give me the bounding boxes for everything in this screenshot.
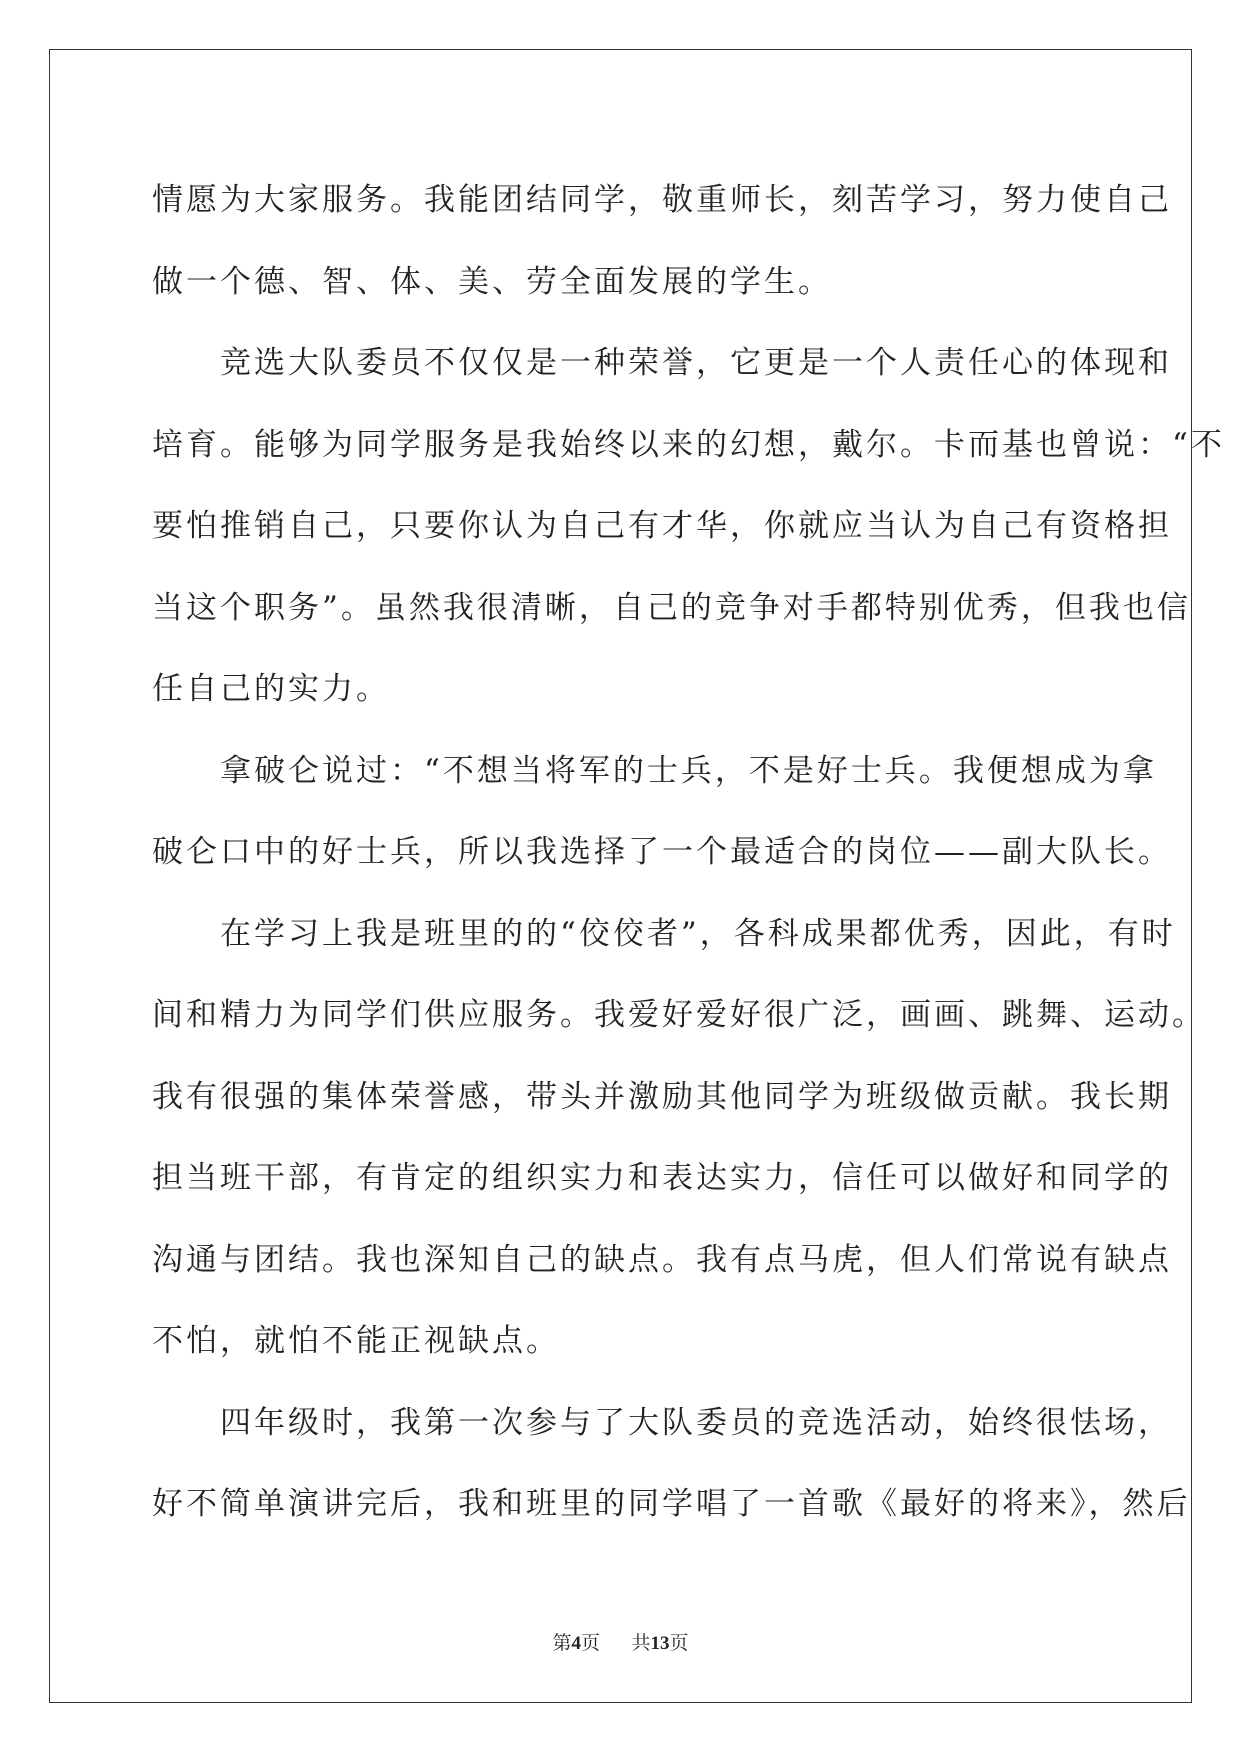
text-line: 竞选大队委员不仅仅是一种荣誉，它更是一个人责任心的体现和 xyxy=(152,345,1172,381)
text-line: 四年级时，我第一次参与了大队委员的竞选活动，始终很怯场， xyxy=(152,1404,1172,1441)
total-suffix: 页 xyxy=(669,1633,689,1654)
text-line: 拿破仑说过：“不想当将军的士兵，不是好士兵。我便想成为拿 xyxy=(152,752,1157,789)
total-prefix: 共 xyxy=(631,1633,651,1654)
text-line: 我有很强的集体荣誉感，带头并激励其他同学为班级做贡献。我长期 xyxy=(152,1078,1172,1115)
document-body xyxy=(152,160,1225,1546)
page-footer xyxy=(0,1628,1241,1655)
text-line: 要怕推销自己，只要你认为自己有才华，你就应当认为自己有资格担 xyxy=(152,508,1172,544)
text-line: 当这个职务”。虽然我很清晰，自己的竞争对手都特别优秀，但我也信 xyxy=(152,589,1191,626)
total-pages-label xyxy=(632,1628,689,1655)
text-line: 不怕，就怕不能正视缺点。 xyxy=(152,1323,560,1359)
text-line: 在学习上我是班里的的“佼佼者”，各科成果都优秀，因此，有时 xyxy=(152,915,1176,952)
text-line: 情愿为大家服务。我能团结同学，敬重师长，刻苦学习，努力使自己 xyxy=(152,182,1172,218)
text-line: 沟通与团结。我也深知自己的缺点。我有点马虎，但人们常说有缺点 xyxy=(152,1241,1172,1278)
page-suffix: 页 xyxy=(580,1633,600,1654)
text-line: 好不简单演讲完后，我和班里的同学唱了一首歌《最好的将来》，然后 xyxy=(152,1486,1191,1522)
total-pages: 13 xyxy=(650,1633,670,1654)
page-prefix: 第 xyxy=(552,1633,572,1654)
text-line: 间和精力为同学们供应服务。我爱好爱好很广泛，画画、跳舞、运动。 xyxy=(152,997,1206,1033)
text-line: 做一个德、智、体、美、劳全面发展的学生。 xyxy=(152,263,832,300)
text-line: 破仑口中的好士兵，所以我选择了一个最适合的岗位——副大队长。 xyxy=(152,834,1172,870)
page-number: 4 xyxy=(571,1633,581,1654)
page-number-label xyxy=(552,1628,600,1655)
text-line: 担当班干部，有肯定的组织实力和表达实力，信任可以做好和同学的 xyxy=(152,1160,1172,1196)
text-line: 培育。能够为同学服务是我始终以来的幻想，戴尔。卡而基也曾说：“不 xyxy=(152,426,1225,463)
text-line: 任自己的实力。 xyxy=(152,671,390,707)
